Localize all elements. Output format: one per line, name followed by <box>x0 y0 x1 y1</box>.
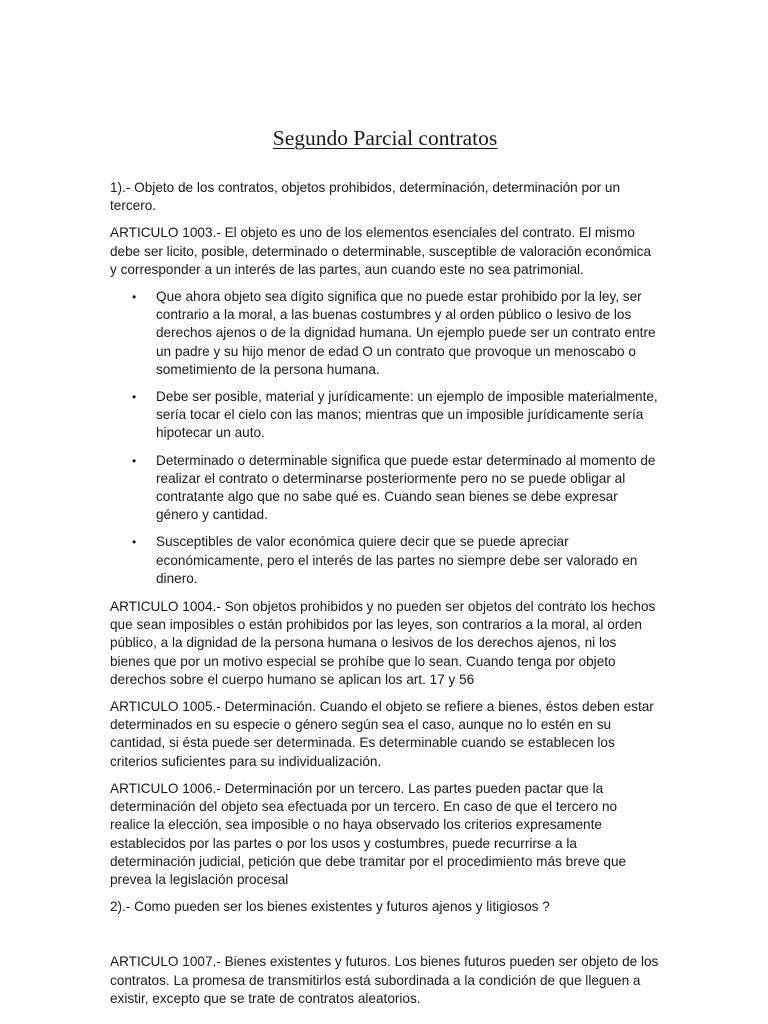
article-1006: ARTICULO 1006.- Determinación por un tercero. Las partes pueden pactar que la determinación del objeto sea efectuada por un tercero. En caso de que el tercero no realice la elección, sea imposible o no haya observado los criterios expresamente establecidos por las partes o por los usos y costumbres, puede recurrirse a la determinación judicial, petición que debe tramitar por el procedimiento más breve que prevea la legislación procesal <box>110 780 627 887</box>
article-1004: ARTICULO 1004.- Son objetos prohibidos y no pueden ser objetos del contrato los hechos que sean imposibles o están prohibidos por las leyes, son contrarios a la moral, al orden público, a la dignidad de la persona humana o lesivos de los derechos ajenos, ni los bienes que por un motivo especial se prohíbe que lo sean. Cuando tenga por objeto derechos sobre el cuerpo humano se aplican los art. 17 y 56 <box>110 599 656 687</box>
document-title: Segundo Parcial contratos <box>272 126 498 150</box>
list-item-text: Susceptibles de valor económica quiere decir que se puede apreciar económicamente, pero el interés de las partes no siempre debe ser valorado en dinero. <box>156 534 638 586</box>
list-item <box>110 452 660 525</box>
article-1005: ARTICULO 1005.- Determinación. Cuando el objeto se refiere a bienes, éstos deben estar determinados en su especie o género según sea el caso, aunque no lo estén en su cantidad, si ésta puede ser determinada. Es determinable cuando se establecen los criterios suficientes para su individualización. <box>110 699 654 769</box>
list-item <box>110 288 660 379</box>
question-2: 2).- Como pueden ser los bienes existentes y futuros ajenos y litigiosos ? <box>110 899 550 915</box>
bullet-list <box>110 288 660 588</box>
spacer <box>110 925 660 953</box>
list-item-text: Que ahora objeto sea dígito significa que no puede estar prohibido por la ley, ser contrario a la moral, a las buenas costumbres y al orden público o lesivo de los derechos ajenos o de la dignidad humana. Un ejemplo puede ser un contrato entre un padre y su hijo menor de edad O un contrato que provoque un menoscabo o sometimiento de la persona humana. <box>156 289 656 377</box>
article-1007: ARTICULO 1007.- Bienes existentes y futuros. Los bienes futuros pueden ser objeto de los contratos. La promesa de transmitirlos está subordinada a la condición de que lleguen a existir, excepto que se trate de contratos aleatorios. <box>110 954 659 1006</box>
list-item-text: Debe ser posible, material y jurídicamente: un ejemplo de imposible materialmente, sería tocar el cielo con las manos; mientras que un imposible jurídicamente sería hipotecar un auto. <box>156 389 658 441</box>
list-item-text: Determinado o determinable significa que puede estar determinado al momento de realizar el contrato o determinarse posteriormente pero no se puede obligar al contratante algo que no sabe qué es. Cuando sean bienes se debe expresar género y cantidad. <box>156 452 656 523</box>
list-item <box>110 388 660 443</box>
bullet-icon: • <box>132 290 137 305</box>
document-page <box>110 124 660 1017</box>
article-1003: ARTICULO 1003.- El objeto es uno de los elementos esenciales del contrato. El mismo debe ser licito, posible, determinado o determinable, susceptible de valoración económica y corresponder a un interés de las partes, aun cuando este no sea patrimonial. <box>110 225 652 277</box>
list-item <box>110 533 660 588</box>
question-1: 1).- Objeto de los contratos, objetos prohibidos, determinación, determinación por un tercero. <box>110 180 621 214</box>
bullet-icon: • <box>132 390 137 405</box>
bullet-icon: • <box>132 535 137 550</box>
bullet-icon: • <box>132 453 137 468</box>
